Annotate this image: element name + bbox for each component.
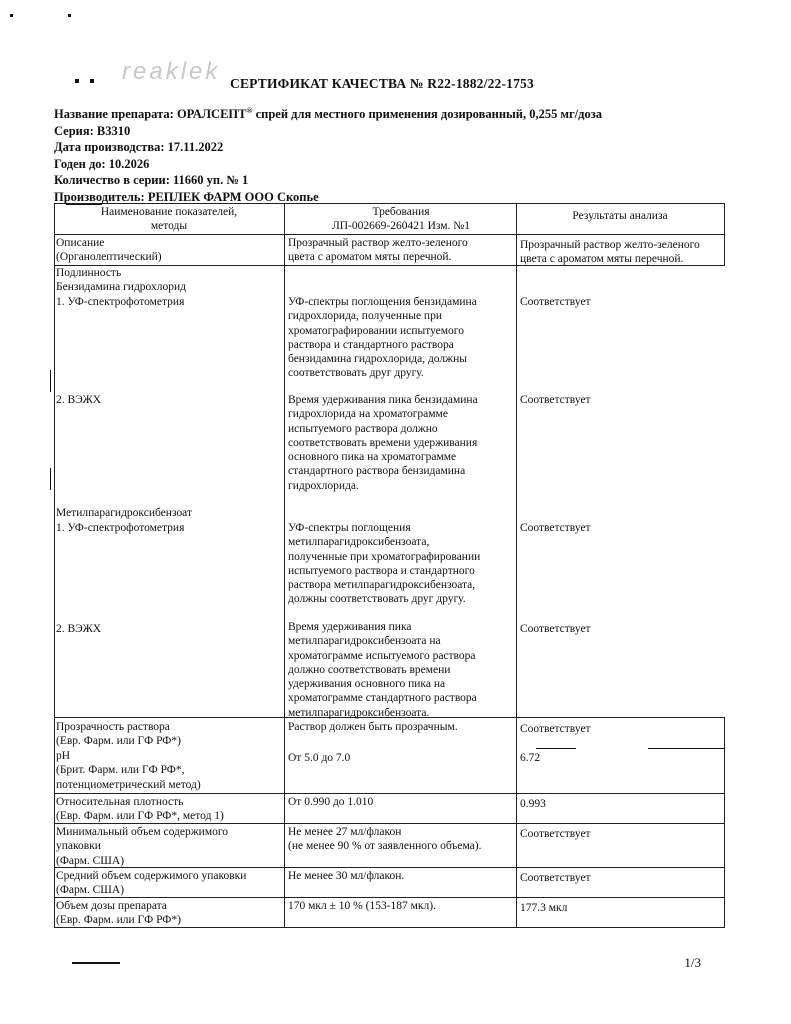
avg-volume-requirement: Не менее 30 мл/флакон. [288, 870, 405, 882]
cell-text: (Брит. Фарм. или ГФ РФ*, [56, 764, 185, 777]
cell-text: Объем дозы препарата [56, 900, 167, 912]
description-requirement [288, 236, 514, 265]
cell-text: (Фарм. США) [56, 884, 125, 897]
benzydamine-hplc-method: 2. ВЭЖХ [56, 394, 102, 406]
header-indicator-line1: Наименование показателей, [100, 206, 238, 218]
cell-text: Относительная плотность [56, 796, 184, 808]
benzydamine-uv-result: Соответствует [520, 296, 591, 308]
cell-text: (Евр. Фарм. или ГФ РФ*) [56, 735, 181, 748]
methylparaben-uv-result: Соответствует [520, 522, 591, 534]
cell-text: (Евр. Фарм. или ГФ РФ*) [56, 914, 181, 927]
density-result: 0.993 [520, 798, 546, 810]
table-border [284, 203, 285, 927]
scan-dot [90, 79, 94, 83]
description-result [520, 238, 720, 267]
cell-text: упаковки [56, 840, 101, 853]
cell-text: испытуемого раствора должно [288, 422, 438, 435]
expiry-date: Годен до: 10.2026 [54, 156, 150, 171]
cell-text: Прозрачность раствора [56, 721, 170, 733]
benzydamine-uv-method: 1. УФ-спектрофотометрия [56, 296, 185, 308]
density-name [56, 795, 282, 824]
production-date: Дата производства: 17.11.2022 [54, 140, 224, 155]
scan-dot [10, 14, 13, 17]
scan-mark [50, 468, 51, 490]
cell-text: метилпарагидроксибензоата, [288, 536, 430, 549]
company-stamp: reaklek [122, 58, 221, 85]
clarity-requirement: Раствор должен быть прозрачным. [288, 721, 458, 733]
footer-mark [72, 962, 120, 964]
table-border [54, 234, 725, 235]
benzydamine-hplc-result: Соответствует [520, 394, 591, 406]
scan-mark [536, 748, 576, 749]
cell-text: метилпарагидроксибензоата на [288, 635, 441, 648]
dose-volume-result: 177.3 мкл [520, 902, 568, 914]
cell-text: метилпарагидроксибензоата. [288, 706, 430, 719]
page-number: 1/3 [684, 955, 701, 970]
cell-text: цвета с ароматом мяты перечной. [520, 253, 684, 266]
header-results: Результаты анализа [572, 210, 668, 222]
ph-result: 6.72 [520, 752, 541, 764]
header-indicator-line2: методы [150, 220, 188, 233]
cell-text: Время удерживания пика бензидамина [288, 394, 478, 406]
cell-text: Прозрачный раствор желто-зеленого [520, 239, 700, 251]
cell-text: должно соответствовать времени [288, 663, 451, 676]
header-requirements-line1: Требования [372, 206, 430, 218]
cell-text: Прозрачный раствор желто-зеленого [288, 237, 468, 249]
dose-volume-name [56, 899, 282, 928]
scan-dot [68, 14, 71, 17]
drug-label: Название препарата: [54, 107, 177, 122]
drug-name-row [54, 103, 602, 123]
methylparaben-hplc-result: Соответствует [520, 623, 591, 635]
quantity: Количество в серии: 11660 уп. № 1 [54, 173, 249, 188]
scan-dot [75, 79, 79, 83]
min-volume-name [56, 825, 282, 868]
cell-text: Средний объем содержимого упаковки [56, 870, 247, 882]
min-volume-requirement [288, 825, 514, 854]
cell-text: (Евр. Фарм. или ГФ РФ*, метод 1) [56, 810, 224, 823]
avg-volume-result: Соответствует [520, 872, 591, 884]
cell-text: Не менее 27 мл/флакон [288, 826, 402, 838]
cell-text: потенциометрический метод) [56, 778, 201, 791]
table-border [516, 203, 517, 927]
methylparaben-hplc-requirement [288, 620, 514, 720]
methylparaben-uv-method: 1. УФ-спектрофотометрия [56, 522, 185, 534]
methylparaben-title: Метилпарагидроксибензоат [56, 507, 193, 519]
dose-volume-requirement: 170 мкл ± 10 % (153-187 мкл). [288, 900, 436, 912]
cell-text: соответствовать времени удерживания [288, 436, 478, 449]
benzydamine-uv-requirement [288, 295, 514, 381]
registered-mark: ® [246, 106, 253, 115]
certificate-meta [54, 103, 602, 205]
manufacturer: Производитель: РЕПЛЕК ФАРМ ООО Скопье [54, 189, 319, 204]
cell-text: хроматографировании испытуемого [288, 324, 464, 337]
header-indicator [56, 205, 282, 234]
avg-volume-name [56, 869, 282, 898]
clarity-name [56, 720, 282, 749]
scan-mark [648, 748, 724, 749]
methylparaben-uv-requirement [288, 521, 514, 607]
header-requirements [288, 205, 514, 234]
benzydamine-title: Бензидамина гидрохлорид [56, 281, 187, 293]
authenticity-title: Подлинность [56, 267, 122, 279]
table-border [54, 793, 725, 794]
drug-name: ОРАЛСЕПТ [176, 107, 247, 122]
cell-text: раствора и стандартного раствора [288, 338, 454, 351]
cell-text: гидрохлорида. [288, 479, 359, 492]
cell-text: хроматограмме стандартного раствора [288, 692, 477, 705]
description-name [56, 236, 282, 265]
cell-text: стандартного раствора бензидамина [288, 465, 466, 478]
table-border [54, 203, 55, 927]
cell-text: гидрохлорида на хроматограмме [288, 408, 448, 421]
cell-text: гидрохлорида, полученные при [288, 310, 442, 323]
cell-text: хроматограмме испытуемого раствора [288, 649, 476, 662]
cell-text: полученные при хроматографировании [288, 550, 481, 563]
cell-text: должны соответствовать друг другу. [288, 593, 466, 606]
density-requirement: От 0.990 до 1.010 [288, 796, 374, 808]
analysis-table [54, 203, 725, 927]
cell-text: раствора метилпарагидроксибензоата, [288, 579, 476, 592]
certificate-title: СЕРТИФИКАТ КАЧЕСТВА № R22-1882/22-1753 [230, 76, 534, 91]
benzydamine-hplc-requirement [288, 393, 514, 493]
cell-text: цвета с ароматом мяты перечной. [288, 251, 452, 264]
cell-text: pH [56, 750, 71, 762]
ph-requirement: От 5.0 до 7.0 [288, 752, 351, 764]
cell-text: удерживания основного пика на [288, 678, 446, 691]
header-requirements-line2: ЛП-002669-260421 Изм. №1 [331, 220, 471, 233]
cell-text: Минимальный объем содержимого [56, 826, 229, 838]
methylparaben-hplc-method: 2. ВЭЖХ [56, 623, 102, 635]
clarity-result: Соответствует [520, 723, 591, 735]
series: Серия: B3310 [54, 123, 131, 138]
table-border [724, 717, 725, 927]
cell-text: Время удерживания пика [288, 621, 412, 633]
cell-text: Описание [56, 237, 105, 249]
cell-text: основного пика на хроматограмме [288, 451, 457, 464]
min-volume-result: Соответствует [520, 828, 591, 840]
scan-mark [66, 204, 102, 205]
ph-name [56, 749, 282, 792]
scan-mark [50, 370, 51, 392]
drug-description: спрей для местного применения дозированный, 0,255 мг/доза [252, 107, 603, 122]
cell-text: (Органолептический) [56, 251, 162, 264]
cell-text: УФ-спектры поглощения бензидамина [288, 296, 477, 308]
cell-text: (Фарм. США) [56, 854, 125, 867]
table-border [54, 203, 725, 204]
cell-text: испытуемого раствора и стандартного [288, 564, 475, 577]
cell-text: УФ-спектры поглощения [288, 522, 411, 534]
cell-text: (не менее 90 % от заявленного объема). [288, 840, 482, 853]
cell-text: соответствовать друг другу. [288, 367, 424, 380]
cell-text: бензидамина гидрохлорида, должны [288, 353, 467, 366]
